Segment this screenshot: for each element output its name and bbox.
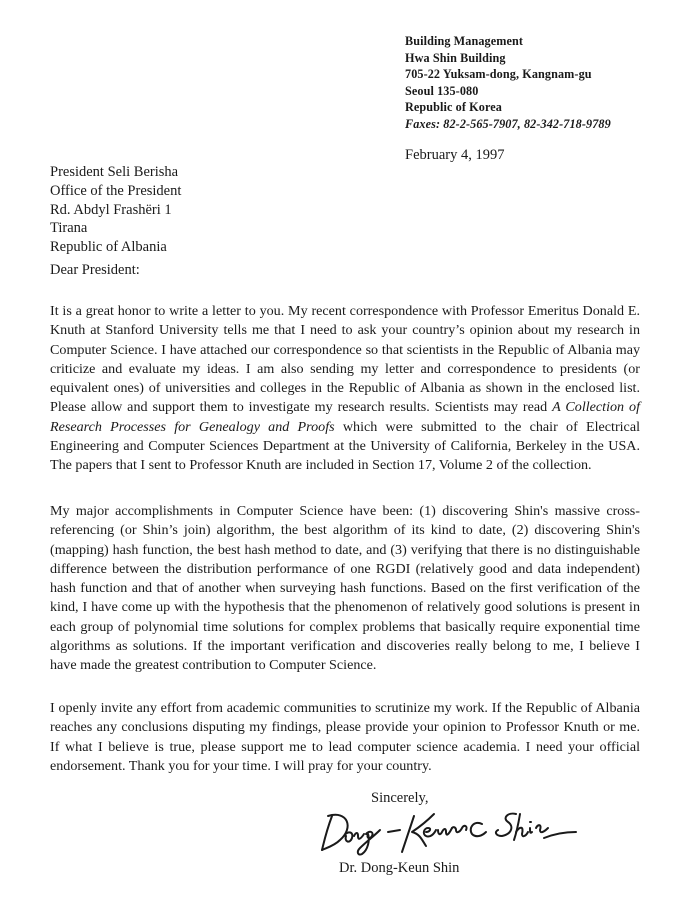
recipient-line: Tirana xyxy=(50,220,88,237)
letter-date: February 4, 1997 xyxy=(405,147,505,163)
signer-name: Dr. Dong-Keun Shin xyxy=(339,860,460,876)
recipient-address-block xyxy=(50,163,181,257)
recipient-line: Republic of Albania xyxy=(50,239,167,256)
paragraph-text: which were submitted to the chair of Electrical Engineering and Computer Sciences Department at the University of California, Berkeley in the USA. The papers that I sent to Professor Knuth are included in Section 17, Volume 2 of the collection. xyxy=(50,418,640,474)
body-paragraph-2: My major accomplishments in Computer Science have been: (1) discovering Shin's massive cross-referencing (or Shin’s join) algorithm, the best algorithm of its kind to date, (2) discovering Shin's (mapping) hash function, the best hash method to date, and (3) verifying that there is no distinguishable difference between the distribution performance of one RGDI (relatively good and data independent) hash function and that of another when surveying hash functions. Based on the first verification of the kind, I have come up with the hypothesis that the phenomenon of relatively good solutions is present in each group of polynomial time solutions for complex problems that basically require exponential time algorithms as solutions. If the important verification and discoveries really belong to me, I believe I have made the greatest contribution to Computer Science. xyxy=(50,503,640,674)
book-title: A Collection of Research Processes for Genealogy and Proofs xyxy=(50,399,640,435)
recipient-line: Office of the President xyxy=(50,182,182,199)
recipient-line: President Seli Berisha xyxy=(50,164,179,180)
recipient-line: Rd. Abdyl Frashëri 1 xyxy=(50,201,172,218)
salutation: Dear President: xyxy=(50,262,140,278)
sender-line: Hwa Shin Building xyxy=(405,50,506,65)
handwritten-signature-icon xyxy=(318,802,580,862)
closing: Sincerely, xyxy=(371,790,429,806)
body-paragraph-1 xyxy=(50,302,640,476)
paragraph-text: It is a great honor to write a letter to you. My recent correspondence with Professor Emeritus Donald E. Knuth at Stanford University tells me that I need to ask your country’s opinion about my research in Computer Science. I have attached our correspondence so that scientists in the Republic of Albania may criticize and evaluate my ideas. I am also sending my letter and correspondence to presidents (or equivalent ones) of universities and colleges in the Republic of Albania as shown in the enclosed list. Please allow and support them to investigate my research results. Scientists may read xyxy=(50,303,640,416)
body-paragraph-3: I openly invite any effort from academic communities to scrutinize my work. If the Republic of Albania reaches any conclusions disputing my findings, please provide your opinion to Professor Knuth or me. If what I believe is true, please support me to lead computer science academia. I need your official endorsement. Thank you for your time. I will pray for your country. xyxy=(50,700,640,774)
sender-address-block xyxy=(405,33,611,133)
sender-line: Republic of Korea xyxy=(405,100,502,115)
sender-line: Building Management xyxy=(405,34,524,48)
sender-faxes: Faxes: 82-2-565-7907, 82-342-718-9789 xyxy=(405,116,611,131)
sender-line: 705-22 Yuksam-dong, Kangnam-gu xyxy=(405,67,592,82)
sender-line: Seoul 135-080 xyxy=(405,83,479,98)
